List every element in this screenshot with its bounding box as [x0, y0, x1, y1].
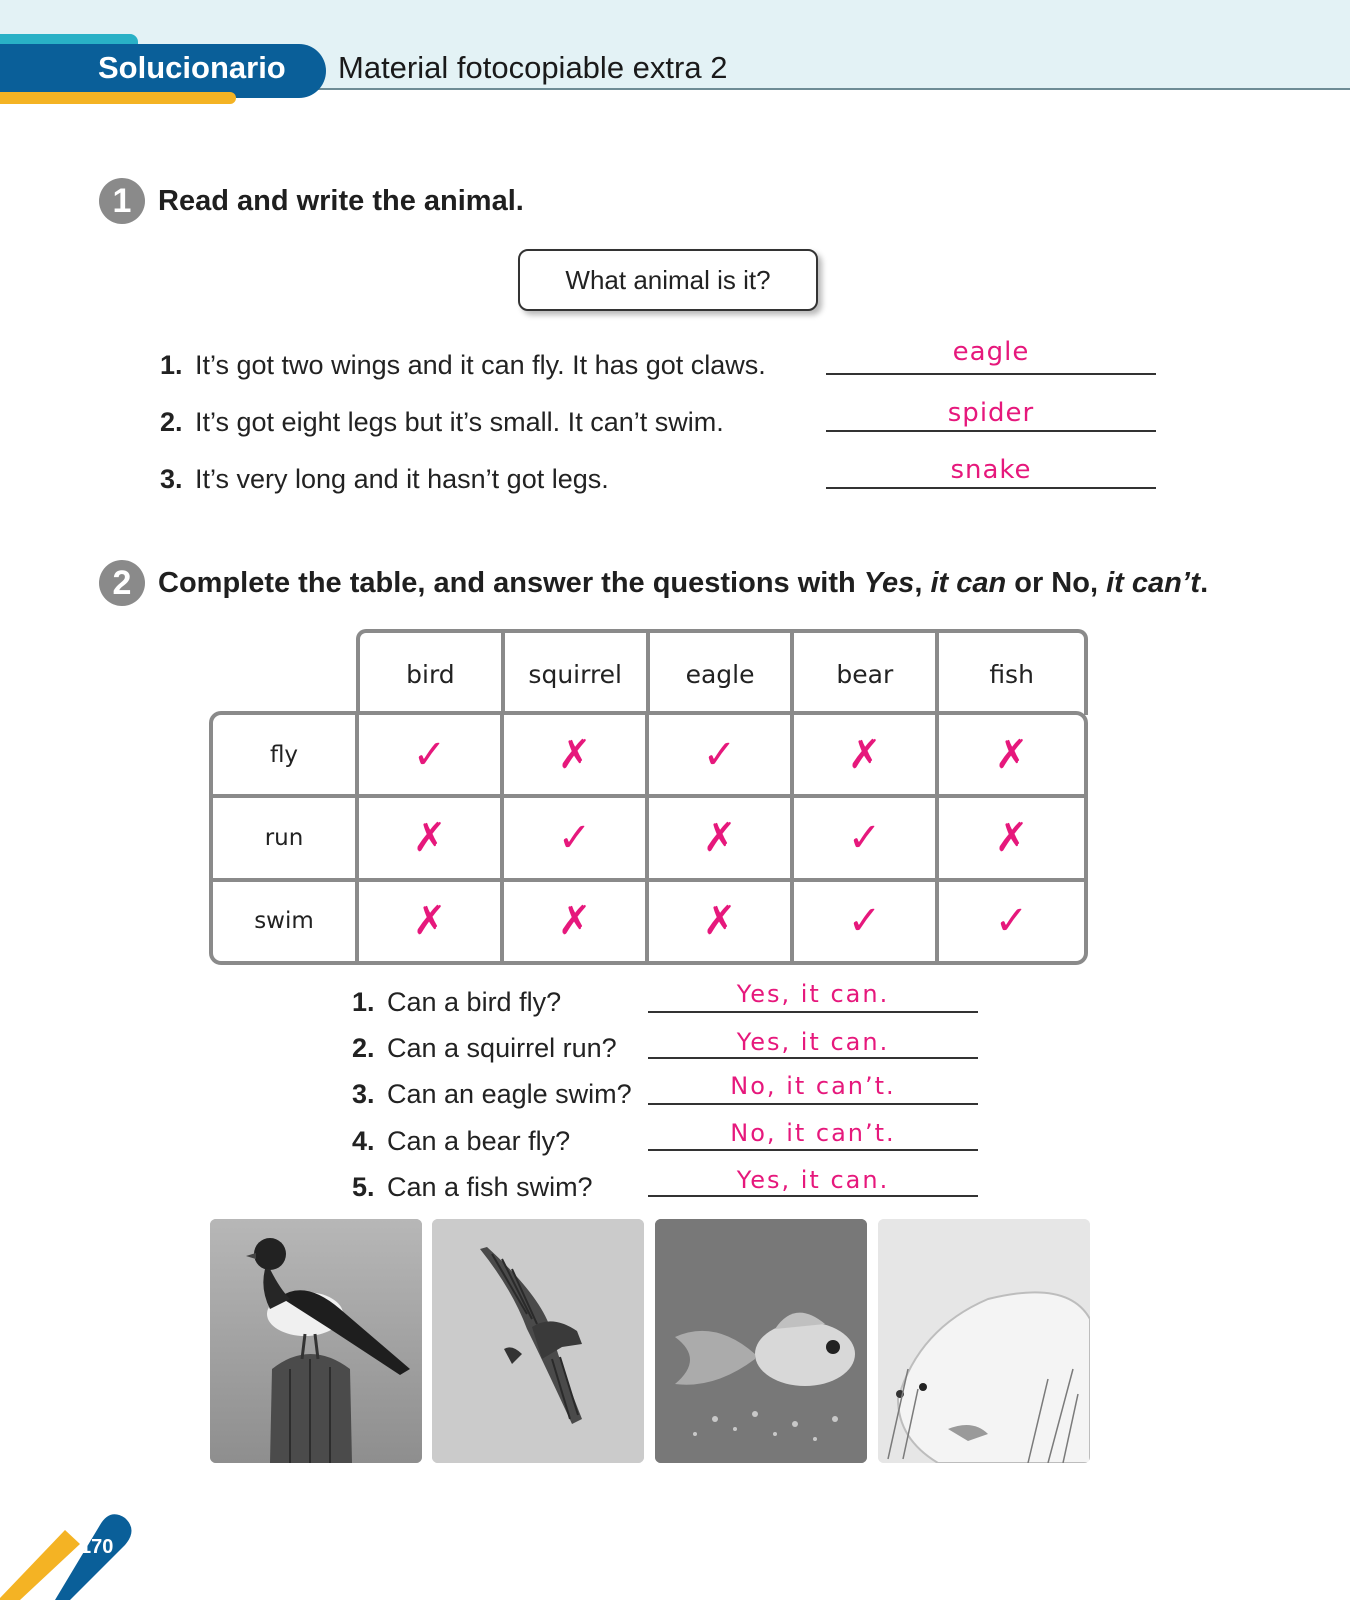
question-number: 2.	[352, 1033, 375, 1063]
answer-text: Yes, it can.	[736, 1166, 890, 1194]
answer-line	[826, 373, 1156, 375]
item-text: It’s got eight legs but it’s small. It can’t swim.	[195, 407, 724, 437]
table-cell: ✗	[994, 731, 1029, 778]
exercise-2-number: 2	[99, 560, 145, 606]
question-text: Can a bird fly?	[387, 987, 562, 1017]
question-text: Can a fish swim?	[387, 1172, 593, 1202]
question-number: 4.	[352, 1126, 375, 1156]
bird-on-cactus-photo	[210, 1219, 422, 1463]
seal-on-snow-photo	[878, 1219, 1090, 1463]
table-cell: ✓	[504, 798, 649, 877]
goldfish-photo	[655, 1219, 867, 1463]
item-number: 1.	[160, 350, 183, 380]
item-number: 3.	[160, 464, 183, 494]
table-row	[213, 798, 1084, 881]
question-item	[352, 1079, 632, 1110]
answer-text: eagle	[952, 337, 1030, 367]
tab-label: Solucionario	[98, 50, 286, 85]
answer-text: snake	[950, 455, 1032, 485]
question-number: 5.	[352, 1172, 375, 1202]
exercise-1-item	[160, 464, 609, 495]
answer-line	[648, 1057, 978, 1059]
question-number: 3.	[352, 1079, 375, 1109]
answer-line	[648, 1149, 978, 1151]
row-header: swim	[213, 882, 359, 961]
answer-line	[826, 430, 1156, 432]
header-rule	[300, 88, 1350, 90]
table-cell: ✓	[794, 798, 939, 877]
exercise-2-instruction: Complete the table, and answer the questions with Yes, it can or No, it can’t.	[158, 567, 1209, 599]
answer-text: No, it can’t.	[730, 1119, 896, 1147]
question-text: Can a squirrel run?	[387, 1033, 617, 1063]
page-number: 170	[80, 1536, 114, 1558]
answer-line	[648, 1103, 978, 1105]
item-text: It’s got two wings and it can fly. It has got claws.	[195, 350, 766, 380]
abilities-table-header	[356, 629, 1088, 715]
table-cell: ✓	[649, 715, 794, 794]
answer-line	[648, 1011, 978, 1013]
page-title: Material fotocopiable extra 2	[338, 50, 728, 85]
table-cell: ✓	[994, 898, 1029, 945]
answer-line	[826, 487, 1156, 489]
question-item	[352, 987, 561, 1018]
table-cell: ✗	[994, 814, 1029, 861]
item-number: 2.	[160, 407, 183, 437]
table-cell: ✗	[359, 882, 504, 961]
table-cell: ✗	[504, 715, 649, 794]
exercise-1-item	[160, 407, 724, 438]
column-header: fish	[989, 659, 1034, 689]
column-header: eagle	[650, 633, 795, 715]
question-text: Can a bear fly?	[387, 1126, 571, 1156]
table-cell: ✓	[359, 715, 504, 794]
question-number: 1.	[352, 987, 375, 1017]
table-cell: ✗	[649, 882, 794, 961]
question-item	[352, 1172, 593, 1203]
table-row	[213, 715, 1084, 798]
page-corner-decoration	[0, 1500, 140, 1600]
item-text: It’s very long and it hasn’t got legs.	[195, 464, 609, 494]
question-text: Can an eagle swim?	[387, 1079, 632, 1109]
column-header: squirrel	[505, 633, 650, 715]
question-prompt-box: What animal is it?	[518, 249, 818, 311]
answer-line	[648, 1195, 978, 1197]
exercise-1-item	[160, 350, 766, 381]
abilities-table	[209, 711, 1088, 965]
exercise-1-instruction: Read and write the animal.	[158, 185, 524, 217]
column-header: bird	[360, 633, 505, 715]
question-item	[352, 1033, 617, 1064]
table-cell: ✓	[794, 882, 939, 961]
answer-text: No, it can’t.	[730, 1072, 896, 1100]
column-header: bear	[794, 633, 939, 715]
row-header: run	[213, 798, 359, 877]
tab-accent-yellow	[0, 92, 236, 104]
table-row	[213, 882, 1084, 961]
row-header: fly	[213, 715, 359, 794]
answer-text: Yes, it can.	[736, 980, 890, 1008]
question-item	[352, 1126, 570, 1157]
table-cell: ✗	[359, 798, 504, 877]
table-cell: ✗	[649, 798, 794, 877]
eagle-in-flight-photo	[432, 1219, 644, 1463]
table-cell: ✗	[794, 715, 939, 794]
exercise-1-number: 1	[99, 178, 145, 224]
table-cell: ✗	[504, 882, 649, 961]
answer-text: spider	[947, 398, 1035, 428]
answer-text: Yes, it can.	[736, 1028, 890, 1056]
